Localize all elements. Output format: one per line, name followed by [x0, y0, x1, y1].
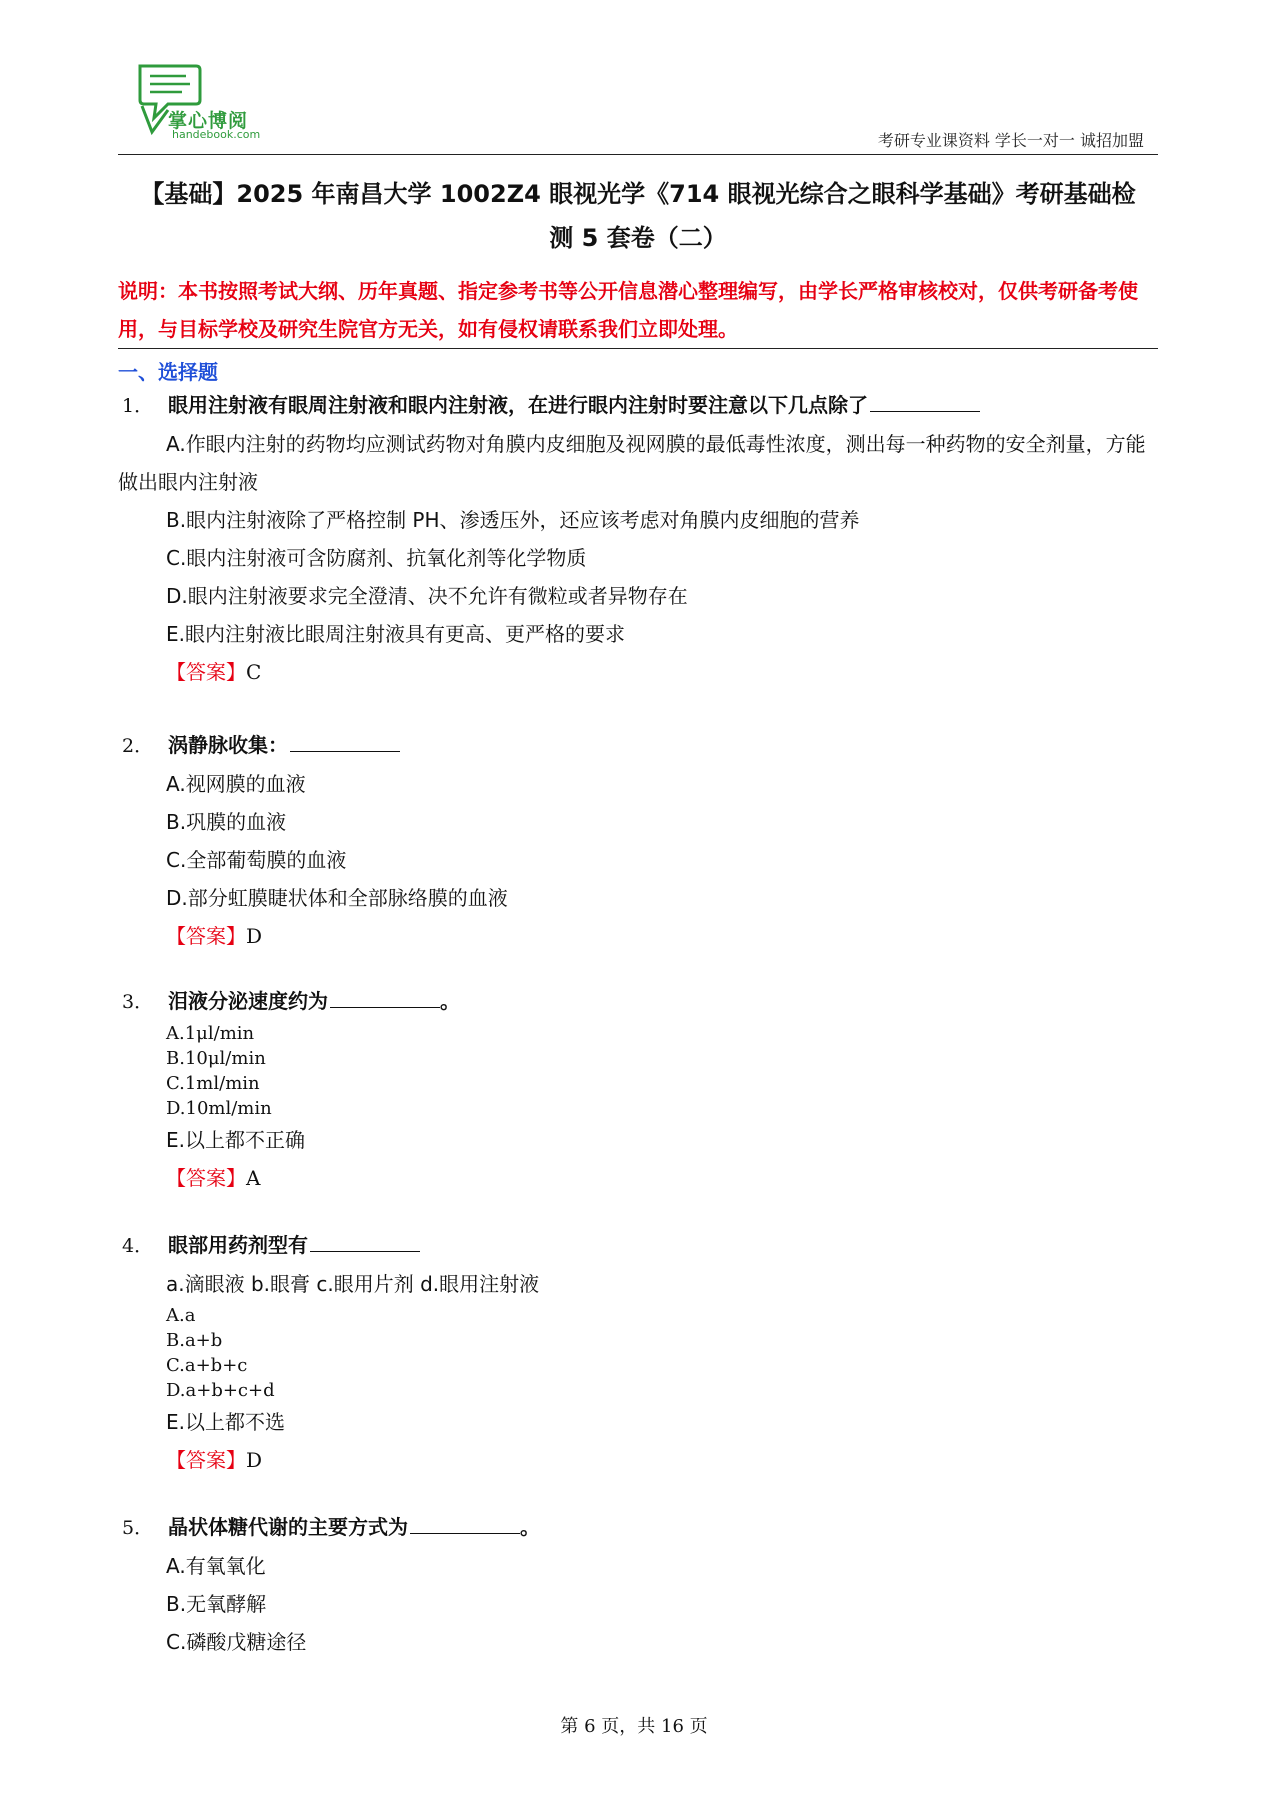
- title-line-1: 【基础】2025 年南昌大学 1002Z4 眼视光学《714 眼视光综合之眼科学基础》考研基础检: [140, 180, 1136, 208]
- option-c: C.磷酸戊糖途径: [166, 1630, 307, 1654]
- notice-divider: [118, 348, 1158, 349]
- question-3: [118, 982, 1158, 1197]
- question-number: 2．: [122, 735, 154, 757]
- option-c: C.眼内注射液可含防腐剂、抗氧化剂等化学物质: [166, 546, 587, 570]
- answer-blank: [410, 1532, 520, 1534]
- question-number: 5．: [122, 1517, 154, 1539]
- header-divider: [118, 154, 1158, 155]
- disclaimer-notice: 说明：本书按照考试大纲、历年真题、指定参考书等公开信息潜心整理编写，由学长严格审核校对，仅供考研备考使用，与目标学校及研究生院官方无关，如有侵权请联系我们立即处理。: [118, 279, 1138, 341]
- question-text: 眼部用药剂型有: [168, 1226, 420, 1264]
- option-a: A.作眼内注射的药物均应测试药物对角膜内皮细胞及视网膜的最低毒性浓度，测出每一种药物的安全剂量，方能做出眼内注射液: [118, 432, 1146, 494]
- question-text: 涡静脉收集：: [168, 726, 400, 764]
- question-4: [118, 1226, 1158, 1479]
- answer-blank: [870, 410, 980, 412]
- page-footer: 第 6 页，共 16 页: [560, 1716, 708, 1737]
- question-stem: a.滴眼液 b.眼膏 c.眼用片剂 d.眼用注射液: [166, 1272, 540, 1296]
- logo-text: 掌心博阅: [168, 110, 249, 132]
- option-a: A.视网膜的血液: [166, 772, 306, 796]
- question-5: [118, 1508, 1158, 1661]
- option-c: C.a+b+c: [166, 1355, 248, 1376]
- option-b: B.10μl/min: [166, 1048, 266, 1069]
- option-e: E.以上都不正确: [166, 1128, 305, 1152]
- option-b: B.无氧酵解: [166, 1592, 267, 1616]
- option-d: D.眼内注射液要求完全澄清、决不允许有微粒或者异物存在: [166, 584, 688, 608]
- question-number: 1．: [122, 395, 154, 417]
- option-c: C.全部葡萄膜的血液: [166, 848, 347, 872]
- answer: 【答案】C: [166, 660, 262, 684]
- option-a: A.a: [166, 1305, 196, 1326]
- answer-blank: [330, 1006, 440, 1008]
- question-number: 3．: [122, 991, 154, 1013]
- answer: 【答案】D: [166, 924, 263, 948]
- option-e: E.以上都不选: [166, 1410, 285, 1434]
- option-c: C.1ml/min: [166, 1073, 260, 1094]
- option-a: A.有氧氧化: [166, 1554, 266, 1578]
- title-line-2: 测 5 套卷（二）: [549, 224, 727, 252]
- section-title: 一、选择题: [118, 360, 218, 384]
- question-text: 晶状体糖代谢的主要方式为 。: [168, 1515, 540, 1539]
- logo-url: handebook.com: [172, 128, 261, 141]
- answer-blank: [310, 1250, 420, 1252]
- header-slogan: 考研专业课资料 学长一对一 诚招加盟: [877, 131, 1144, 150]
- question-text: 泪液分泌速度约为 。: [168, 989, 460, 1013]
- option-a: A.1μl/min: [166, 1023, 255, 1044]
- document-title: [118, 172, 1158, 260]
- option-d: D.部分虹膜睫状体和全部脉络膜的血液: [166, 886, 508, 910]
- answer-blank: [290, 750, 400, 752]
- question-text: 眼用注射液有眼周注射液和眼内注射液，在进行眼内注射时要注意以下几点除了: [168, 386, 980, 424]
- question-number: 4．: [122, 1235, 154, 1257]
- option-b: B.a+b: [166, 1330, 223, 1351]
- question-1: [118, 386, 1158, 691]
- answer: 【答案】D: [166, 1448, 263, 1472]
- option-d: D.10ml/min: [166, 1098, 272, 1119]
- option-b: B.眼内注射液除了严格控制 PH、渗透压外，还应该考虑对角膜内皮细胞的营养: [166, 508, 860, 532]
- option-d: D.a+b+c+d: [166, 1380, 275, 1401]
- option-e: E.眼内注射液比眼周注射液具有更高、更严格的要求: [166, 622, 625, 646]
- answer: 【答案】A: [166, 1166, 261, 1190]
- option-b: B.巩膜的血液: [166, 810, 287, 834]
- question-2: [118, 726, 1158, 955]
